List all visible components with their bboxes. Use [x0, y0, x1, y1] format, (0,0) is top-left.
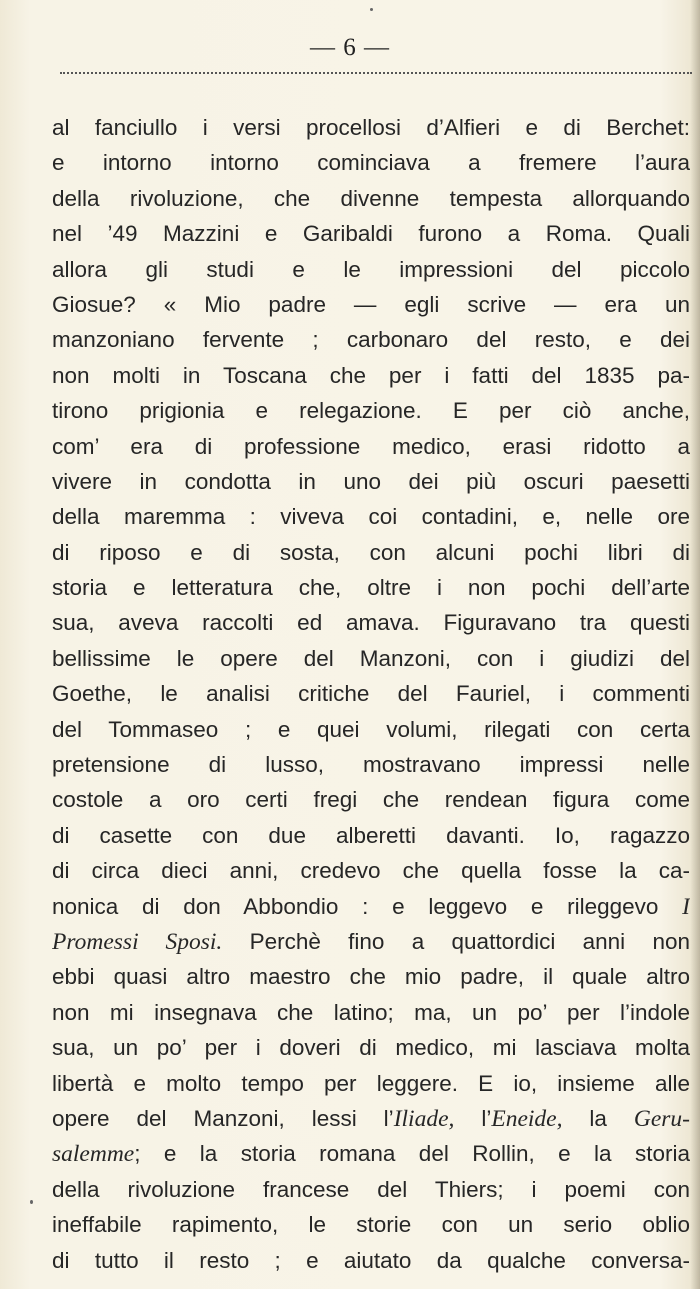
text-run: di circa dieci anni, credevo che quella fosse la ca-	[52, 858, 690, 884]
text-run: libertà e molto tempo per leggere. E io, insieme alle	[52, 1070, 690, 1096]
text-run: sua, un po’ per i doveri di medico, mi lasciava molta	[52, 1035, 690, 1061]
text-line	[52, 322, 690, 357]
text-run: al fanciullo i versi procellosi d’Alfieri e di Berchet:	[52, 115, 690, 140]
text-line	[52, 499, 690, 534]
text-run: della maremma : viveva coi contadini, e, nelle ore	[52, 504, 690, 530]
italic-title: Geru-	[633, 1105, 690, 1132]
text-line	[52, 535, 690, 570]
text-line	[52, 1172, 690, 1207]
text-line	[52, 1207, 690, 1242]
text-line	[52, 358, 690, 393]
text-line	[52, 924, 690, 959]
text-run: Goethe, le analisi critiche del Fauriel, i commenti	[52, 681, 690, 707]
text-line	[52, 464, 690, 499]
text-run: nel ’49 Mazzini e Garibaldi furono a Roma. Quali	[52, 221, 690, 247]
italic-title: salemme	[52, 1141, 135, 1168]
text-run: non mi insegnava che latino; ma, un po’ per l’indole	[52, 999, 690, 1025]
text-run: ebbi quasi altro maestro che mio padre, il quale altro	[52, 964, 690, 990]
italic-title: Eneide,	[491, 1105, 563, 1132]
text-line	[52, 393, 690, 428]
text-run: ineffabile rapimento, le storie con un serio oblio	[52, 1212, 690, 1238]
text-line	[52, 570, 690, 605]
text-line	[52, 676, 690, 711]
text-line	[52, 287, 690, 322]
text-run: del Tommaseo ; e quei volumi, rilegati con certa	[52, 716, 690, 742]
text-line	[52, 641, 690, 676]
text-run: della rivoluzione francese del Thiers; i poemi con	[52, 1176, 690, 1202]
text-run: della rivoluzione, che divenne tempesta allorquando	[52, 185, 690, 211]
text-line	[52, 818, 690, 853]
text-run: bellissime le opere del Manzoni, con i giudizi del	[52, 645, 690, 671]
text-line	[52, 216, 690, 251]
print-speck	[30, 1200, 33, 1204]
text-run: la	[562, 1105, 634, 1131]
italic-title: Iliade,	[393, 1105, 455, 1132]
text-line	[52, 1243, 690, 1278]
text-run: Giosue? « Mio padre — egli scrive — era un	[52, 291, 690, 317]
text-line	[52, 1101, 690, 1136]
print-speck	[370, 8, 373, 11]
header-rule	[60, 72, 692, 74]
text-line	[52, 1066, 690, 1101]
text-run: Perchè fino a quattordici anni non	[222, 928, 690, 954]
text-line	[52, 712, 690, 747]
text-line	[52, 782, 690, 817]
text-run: sua, aveva raccolti ed amava. Figuravano tra questi	[52, 610, 690, 636]
text-run: pretensione di lusso, mostravano impressi nelle	[52, 752, 690, 778]
text-line	[52, 145, 690, 180]
text-line	[52, 252, 690, 287]
text-run: costole a oro certi fregi che rendean figura come	[52, 787, 690, 813]
text-run: nonica di don Abbondio : e leggevo e rileggevo	[52, 893, 683, 919]
page-number: — 6 —	[310, 34, 390, 61]
text-run: non molti in Toscana che per i fatti del 1835 pa-	[52, 362, 690, 388]
text-line	[52, 110, 690, 145]
text-line	[52, 1136, 690, 1171]
text-run: di riposo e di sosta, con alcuni pochi libri di	[52, 539, 690, 565]
italic-title: I	[682, 893, 690, 920]
text-run: ; e la storia romana del Rollin, e la storia	[134, 1141, 690, 1167]
text-run: manzoniano fervente ; carbonaro del resto, e dei	[52, 327, 690, 353]
text-run: di tutto il resto ; e aiutato da qualche conversa-	[52, 1247, 690, 1273]
italic-title: Promessi Sposi.	[52, 928, 223, 955]
text-line	[52, 181, 690, 216]
text-run: tirono prigionia e relegazione. E per ciò anche,	[52, 398, 690, 424]
text-run: di casette con due alberetti davanti. Io, ragazzo	[52, 822, 690, 848]
text-line	[52, 853, 690, 888]
text-line	[52, 429, 690, 464]
text-line	[52, 747, 690, 782]
text-run: l’	[454, 1105, 492, 1131]
text-line	[52, 889, 690, 924]
text-run: storia e letteratura che, oltre i non pochi dell’arte	[52, 575, 690, 601]
text-line	[52, 605, 690, 640]
text-run: allora gli studi e le impressioni del piccolo	[52, 256, 690, 282]
text-line	[52, 995, 690, 1030]
text-run: e intorno intorno cominciava a fremere l’aura	[52, 150, 690, 176]
text-run: vivere in condotta in uno dei più oscuri paesetti	[52, 468, 690, 494]
page-edge-shadow	[690, 0, 700, 1289]
text-run: opere del Manzoni, lessi l’	[52, 1105, 394, 1131]
text-line	[52, 1030, 690, 1065]
body-text	[52, 110, 690, 1278]
text-line	[52, 959, 690, 994]
text-run: com’ era di professione medico, erasi ridotto a	[52, 433, 690, 459]
